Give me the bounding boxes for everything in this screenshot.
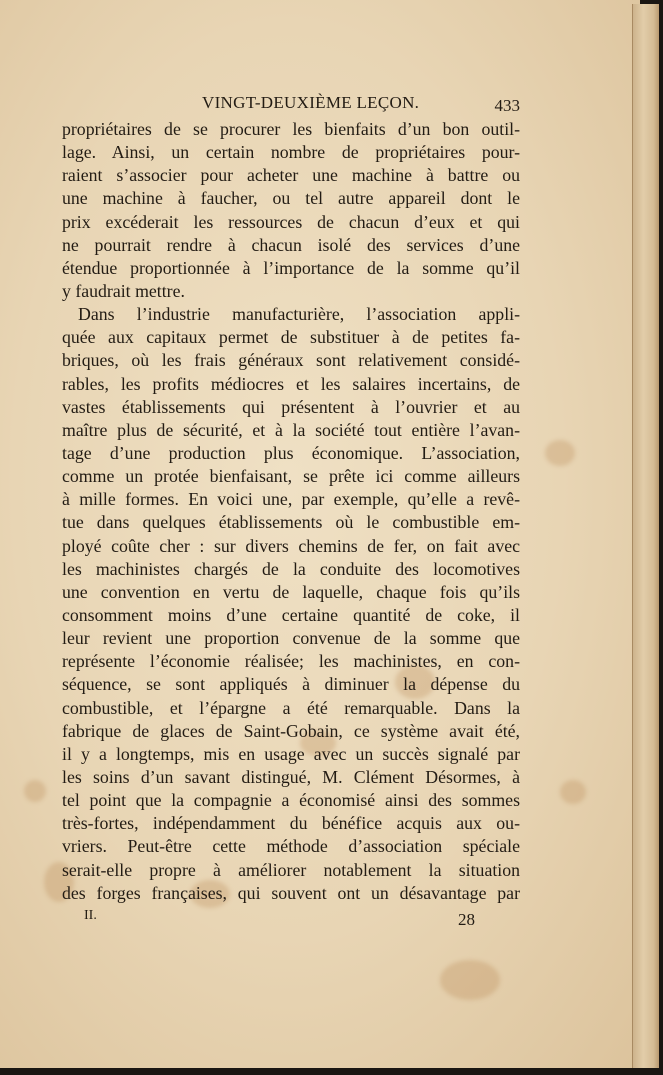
text-line: une machine à faucher, ou tel autre appareil dont le <box>62 188 520 209</box>
signature-number: 28 <box>458 910 475 929</box>
text-line: étendue proportionnée à l’importance de la somme qu’il <box>62 257 520 278</box>
text-line: les machinistes chargés de la conduite des locomotives <box>62 558 520 579</box>
stain <box>24 780 46 802</box>
text-line: représente l’économie réalisée; les machinistes, en con- <box>62 651 520 672</box>
text-line: il y a longtemps, mis en usage avec un succès signalé par <box>62 743 520 764</box>
text-line: rables, les profits médiocres et les salaires incertains, de <box>62 373 520 394</box>
paragraph-2 <box>62 303 520 905</box>
text-line: ne pourrait rendre à chacun isolé des services d’une <box>62 234 520 255</box>
text-line: une convention en vertu de laquelle, chaque fois qu’ils <box>62 581 520 602</box>
text-line: propriétaires de se procurer les bienfaits d’un bon outil- <box>62 119 520 139</box>
page-number: 433 <box>494 96 520 115</box>
stain <box>440 960 500 1000</box>
text-line: à mille formes. En voici une, par exemple, qu’elle a revê- <box>62 489 520 510</box>
text-line: fabrique de glaces de Saint-Gobain, ce système avait été, <box>62 720 520 741</box>
text-line: des forges françaises, qui souvent ont un désavantage par <box>62 882 520 903</box>
text-line: les soins d’un savant distingué, M. Clément Désormes, à <box>62 766 520 787</box>
text-line: maître plus de sécurité, et à la société tout entière l’avan- <box>62 419 520 440</box>
text-line: tage d’une production plus économique. L’association, <box>62 442 520 463</box>
text-line: lage. Ainsi, un certain nombre de propriétaires pour- <box>62 142 520 163</box>
text-line: consomment moins d’une certaine quantité de coke, il <box>62 604 520 625</box>
text-line: combustible, et l’épargne a été remarquable. Dans la <box>62 697 520 718</box>
stain <box>560 780 586 804</box>
volume-signature: II. <box>84 908 97 923</box>
text-line: quée aux capitaux permet de substituer à de petites fa- <box>62 327 520 348</box>
text-line: prix excéderait les ressources de chacun d’eux et qui <box>62 211 520 232</box>
text-line: leur revient une proportion convenue de la somme que <box>62 628 520 649</box>
stain <box>545 440 575 466</box>
text-line: comme un protée bienfaisant, se prête ici comme ailleurs <box>62 466 520 487</box>
running-head: VINGT-DEUXIÈME LEÇON. <box>202 93 420 112</box>
page-footer <box>62 908 520 932</box>
text-line: Dans l’industrie manufacturière, l’association appli- <box>78 304 520 325</box>
text-line: séquence, se sont appliqués à diminuer la dépense du <box>62 674 520 695</box>
page-edge <box>632 4 659 1068</box>
text-line: briques, où les frais généraux sont relativement considé- <box>62 350 520 371</box>
text-line: serait-elle propre à améliorer notablement la situation <box>62 859 520 880</box>
text-line: ployé coûte cher : sur divers chemins de fer, on fait avec <box>62 535 520 556</box>
text-line: vriers. Peut-être cette méthode d’association spéciale <box>62 836 520 857</box>
text-line: vastes établissements qui présentent à l’ouvrier et au <box>62 396 520 417</box>
text-line: raient s’associer pour acheter une machine à battre ou <box>62 165 520 186</box>
page-header <box>62 93 520 119</box>
text-line: tel point que la compagnie a économisé ainsi des sommes <box>62 790 520 811</box>
paragraph-1 <box>62 118 520 303</box>
text-line: très-fortes, indépendamment du bénéfice acquis aux ou- <box>62 813 520 834</box>
text-line: y faudrait mettre. <box>62 280 185 301</box>
text-line: tue dans quelques établissements où le combustible em- <box>62 512 520 533</box>
body-text <box>62 118 520 905</box>
